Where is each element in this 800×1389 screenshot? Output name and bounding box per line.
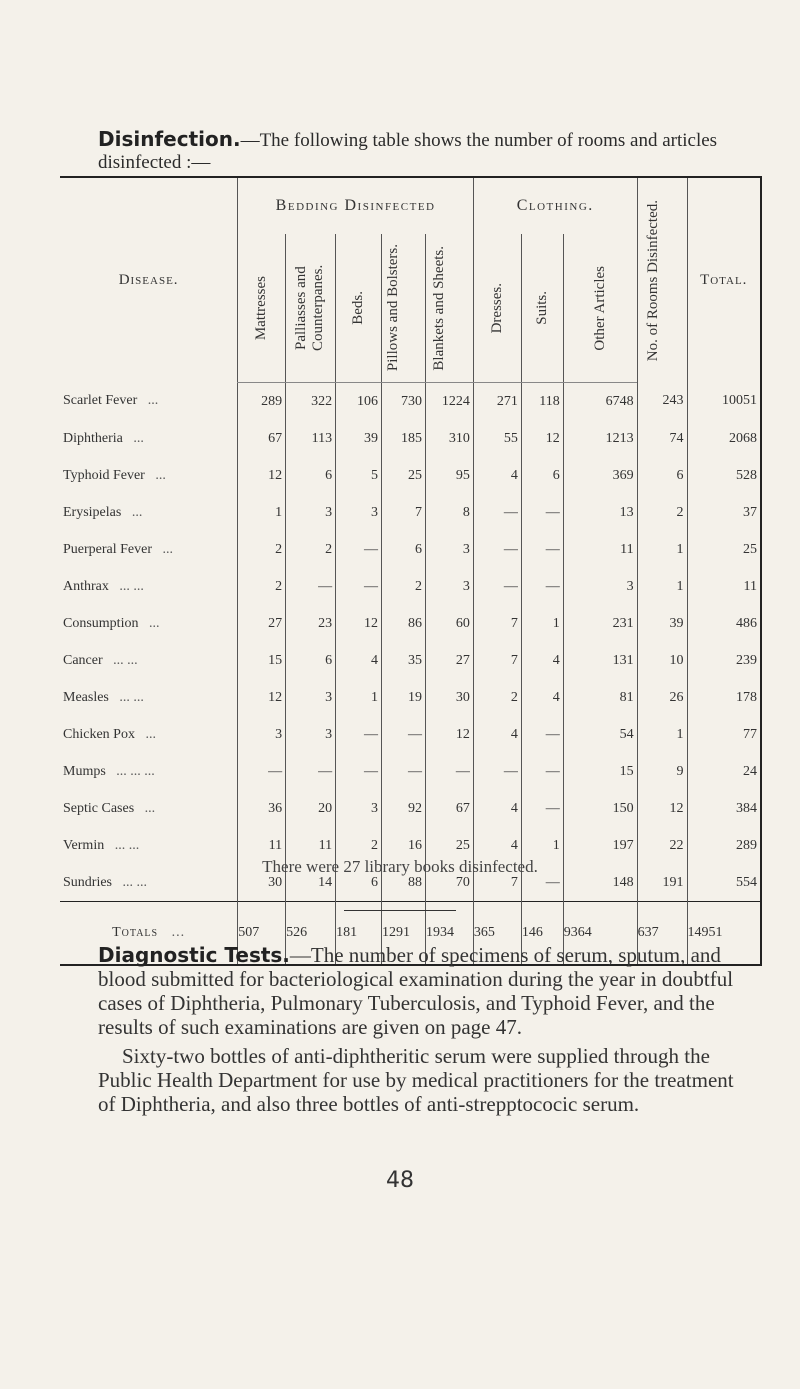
value-cell: 1	[637, 531, 687, 568]
value-cell: —	[521, 568, 563, 605]
value-cell: 4	[521, 679, 563, 716]
row-total-cell: 554	[687, 864, 761, 902]
disease-name: Mumps	[63, 763, 106, 779]
value-cell: 30	[238, 864, 286, 902]
value-cell: 197	[563, 827, 637, 864]
value-cell: 81	[563, 679, 637, 716]
value-cell: 1	[637, 716, 687, 753]
disease-name: Cancer	[63, 652, 103, 668]
value-cell: 27	[425, 642, 473, 679]
table-row	[60, 679, 761, 716]
column-header-cell	[563, 234, 637, 383]
value-cell: 6748	[563, 383, 637, 421]
value-cell: 13	[563, 494, 637, 531]
value-cell: 146	[521, 902, 563, 966]
value-cell: 3	[286, 679, 336, 716]
page-number: 48	[386, 1168, 414, 1193]
value-cell: 1	[521, 605, 563, 642]
value-cell: 507	[238, 902, 286, 966]
value-cell: 3	[286, 716, 336, 753]
value-cell: 54	[563, 716, 637, 753]
value-cell: 6	[637, 457, 687, 494]
leader-dots: ... ...	[113, 652, 138, 668]
column-header-cell	[382, 234, 426, 383]
value-cell: 3	[425, 531, 473, 568]
value-cell: —	[521, 531, 563, 568]
value-cell: 70	[425, 864, 473, 902]
value-cell: 67	[238, 420, 286, 457]
value-cell: 3	[286, 494, 336, 531]
value-cell: —	[286, 753, 336, 790]
section-divider	[344, 910, 456, 911]
leader-dots: ...	[133, 430, 144, 446]
value-cell: 11	[286, 827, 336, 864]
value-cell: 5	[336, 457, 382, 494]
value-cell: 310	[425, 420, 473, 457]
value-cell: 369	[563, 457, 637, 494]
table-row	[60, 420, 761, 457]
value-cell: 6	[336, 864, 382, 902]
row-total-cell: 11	[687, 568, 761, 605]
value-cell: 2	[238, 568, 286, 605]
disease-name: Puerperal Fever	[63, 541, 153, 557]
leader-dots: ...	[144, 800, 156, 816]
value-cell: 92	[382, 790, 426, 827]
disease-name-cell	[60, 679, 238, 716]
table-row	[60, 753, 761, 790]
disease-name: Sundries	[63, 874, 112, 890]
value-cell: 9364	[563, 902, 637, 966]
column-header-other-articles: Other Articles	[591, 265, 608, 351]
disease-name-cell	[60, 716, 238, 753]
table-row	[60, 531, 761, 568]
leader-dots: ... ...	[114, 837, 140, 853]
value-cell: 20	[286, 790, 336, 827]
value-cell: 322	[286, 383, 336, 421]
table-row	[60, 383, 761, 421]
value-cell: 181	[336, 902, 382, 966]
value-cell: —	[286, 568, 336, 605]
table-row	[60, 494, 761, 531]
column-header-cell	[238, 234, 286, 383]
disease-header: Disease.	[118, 271, 179, 288]
value-cell: 243	[637, 383, 687, 421]
value-cell: 15	[238, 642, 286, 679]
value-cell: 4	[336, 642, 382, 679]
row-total-cell: 10051	[687, 383, 761, 421]
disease-name-cell	[60, 642, 238, 679]
value-cell: 2	[637, 494, 687, 531]
row-total-cell: 178	[687, 679, 761, 716]
column-header-cell	[473, 234, 521, 383]
table-row	[60, 457, 761, 494]
diagnostic-tests-paragraph	[98, 943, 734, 1039]
serum-paragraph: Sixty-two bottles of anti-diphtheritic serum were supplied through the Public Health Department for use by medical practitioners for the treatment of Diphtheria, and also three bottles of anti-strepptococic serum.	[98, 1044, 734, 1116]
value-cell: 6	[286, 642, 336, 679]
value-cell: 55	[473, 420, 521, 457]
row-total-cell: 24	[687, 753, 761, 790]
leader-dots: ...	[131, 504, 143, 520]
value-cell: 25	[425, 827, 473, 864]
value-cell: —	[521, 494, 563, 531]
value-cell: 1934	[425, 902, 473, 966]
disinfection-heading: Disinfection.	[98, 127, 241, 151]
disease-name: Diphtheria	[63, 430, 123, 446]
table-row	[60, 642, 761, 679]
column-header-suits: Suits.	[533, 291, 550, 325]
value-cell: 131	[563, 642, 637, 679]
disease-name-cell	[60, 753, 238, 790]
value-cell: —	[336, 716, 382, 753]
value-cell: 15	[563, 753, 637, 790]
value-cell: 1	[336, 679, 382, 716]
column-header-mattresses: Mattresses	[253, 275, 270, 341]
disease-name: Anthrax	[63, 578, 109, 594]
value-cell: 12	[425, 716, 473, 753]
value-cell: 1224	[425, 383, 473, 421]
disease-name: Erysipelas	[63, 504, 122, 520]
disinfection-table	[60, 176, 762, 966]
value-cell: —	[382, 753, 426, 790]
leader-dots: ... ... ...	[116, 763, 155, 779]
value-cell: 16	[382, 827, 426, 864]
value-cell: 2	[286, 531, 336, 568]
rooms-header-cell	[637, 177, 687, 383]
value-cell: 26	[637, 679, 687, 716]
value-cell: 6	[521, 457, 563, 494]
value-cell: —	[473, 531, 521, 568]
leader-dots: ...	[145, 726, 156, 742]
value-cell: 12	[521, 420, 563, 457]
column-header-pillows: Pillows and Bolsters.	[385, 244, 402, 372]
library-books-note: There were 27 library books disinfected.	[262, 857, 538, 876]
table-row	[60, 605, 761, 642]
row-total-cell: 486	[687, 605, 761, 642]
value-cell: 6	[382, 531, 426, 568]
value-cell: 289	[238, 383, 286, 421]
value-cell: 11	[563, 531, 637, 568]
value-cell: 30	[425, 679, 473, 716]
row-total-cell: 37	[687, 494, 761, 531]
disease-name-cell	[60, 568, 238, 605]
value-cell: 74	[637, 420, 687, 457]
column-header-cell	[425, 234, 473, 383]
value-cell: 7	[473, 605, 521, 642]
leader-dots: ...	[155, 467, 166, 483]
column-header-cell	[521, 234, 563, 383]
value-cell: 526	[286, 902, 336, 966]
disinfection-intro	[98, 128, 738, 174]
value-cell: 1	[637, 568, 687, 605]
value-cell: 3	[336, 494, 382, 531]
value-cell: 19	[382, 679, 426, 716]
value-cell: —	[336, 568, 382, 605]
value-cell: 36	[238, 790, 286, 827]
value-cell: 2	[336, 827, 382, 864]
value-cell: 4	[473, 716, 521, 753]
value-cell: 8	[425, 494, 473, 531]
column-header-cell	[336, 234, 382, 383]
disease-name: Typhoid Fever	[63, 467, 145, 483]
diagnostic-text: —The number of specimens of serum, sputum, and blood submitted for bacteriological examination during the year in doubtful cases of Diphtheria, Pulmonary Tuberculosis, and Typhoid Fever, and the results of such examinations are given on page 47.	[98, 943, 734, 1039]
row-total-cell: 289	[687, 827, 761, 864]
value-cell: —	[382, 716, 426, 753]
disease-name: Chicken Pox	[63, 726, 135, 742]
leader-dots: ... ...	[119, 689, 144, 705]
value-cell: 60	[425, 605, 473, 642]
value-cell: 4	[473, 790, 521, 827]
value-cell: —	[425, 753, 473, 790]
disease-name: Totals	[112, 925, 159, 940]
value-cell: 271	[473, 383, 521, 421]
row-total-cell: 239	[687, 642, 761, 679]
value-cell: 14	[286, 864, 336, 902]
value-cell: 1	[238, 494, 286, 531]
value-cell: 148	[563, 864, 637, 902]
disease-name: Measles	[63, 689, 109, 705]
value-cell: 88	[382, 864, 426, 902]
disease-name: Septic Cases	[63, 800, 135, 816]
disease-name: Consumption	[63, 615, 139, 631]
column-header-beds: Beds.	[350, 291, 367, 325]
disease-name: Vermin	[63, 837, 105, 853]
value-cell: 11	[238, 827, 286, 864]
table-row	[60, 568, 761, 605]
value-cell: 12	[637, 790, 687, 827]
column-header-blankets: Blankets and Sheets.	[431, 245, 448, 371]
value-cell: —	[473, 568, 521, 605]
row-total-cell: 2068	[687, 420, 761, 457]
column-header-rooms: No. of Rooms Disinfected.	[645, 199, 662, 361]
value-cell: 730	[382, 383, 426, 421]
table-row	[60, 716, 761, 753]
value-cell: 637	[637, 902, 687, 966]
row-total-cell: 25	[687, 531, 761, 568]
value-cell: 365	[473, 902, 521, 966]
value-cell: 150	[563, 790, 637, 827]
value-cell: 12	[238, 679, 286, 716]
value-cell: 1291	[382, 902, 426, 966]
value-cell: 12	[238, 457, 286, 494]
value-cell: 39	[637, 605, 687, 642]
value-cell: 4	[473, 457, 521, 494]
value-cell: 6	[286, 457, 336, 494]
row-total-cell: 14951	[687, 902, 761, 966]
row-total-cell: 528	[687, 457, 761, 494]
bedding-group-header: Bedding Disinfected	[238, 177, 474, 234]
value-cell: 1	[521, 827, 563, 864]
value-cell: 27	[238, 605, 286, 642]
value-cell: 3	[563, 568, 637, 605]
leader-dots: ...	[148, 615, 160, 631]
value-cell: —	[521, 753, 563, 790]
value-cell: 191	[637, 864, 687, 902]
value-cell: 7	[473, 864, 521, 902]
disease-name-cell	[60, 605, 238, 642]
value-cell: 231	[563, 605, 637, 642]
value-cell: —	[521, 790, 563, 827]
value-cell: 4	[473, 827, 521, 864]
value-cell: 22	[637, 827, 687, 864]
table-body	[60, 383, 761, 966]
disinfection-intro-text: —The following table shows the number of rooms and articles disinfected :—	[98, 130, 718, 173]
value-cell: 67	[425, 790, 473, 827]
value-cell: 3	[425, 568, 473, 605]
leader-dots: ... ...	[119, 578, 144, 594]
value-cell: 3	[238, 716, 286, 753]
column-header-dresses: Dresses.	[488, 282, 505, 334]
leader-dots: ... ...	[122, 874, 147, 890]
value-cell: —	[521, 864, 563, 902]
value-cell: 25	[382, 457, 426, 494]
disease-name-cell	[60, 383, 238, 421]
value-cell: 23	[286, 605, 336, 642]
column-header-cell	[286, 234, 336, 383]
disease-name-cell	[60, 531, 238, 568]
value-cell: 4	[521, 642, 563, 679]
value-cell: 35	[382, 642, 426, 679]
value-cell: 118	[521, 383, 563, 421]
value-cell: 113	[286, 420, 336, 457]
value-cell: —	[473, 753, 521, 790]
value-cell: 9	[637, 753, 687, 790]
total-header: Total.	[687, 177, 761, 383]
leader-dots: ...	[147, 393, 159, 409]
value-cell: 7	[382, 494, 426, 531]
disease-name-cell	[60, 420, 238, 457]
leader-dots: ...	[171, 925, 186, 940]
value-cell: 12	[336, 605, 382, 642]
value-cell: 2	[473, 679, 521, 716]
diagnostic-heading: Diagnostic Tests.	[98, 943, 290, 967]
value-cell: 3	[336, 790, 382, 827]
value-cell: 1213	[563, 420, 637, 457]
row-total-cell: 77	[687, 716, 761, 753]
value-cell: 10	[637, 642, 687, 679]
clothing-group-header: Clothing.	[473, 177, 637, 234]
value-cell: 106	[336, 383, 382, 421]
disease-name: Scarlet Fever	[63, 393, 138, 409]
value-cell: —	[336, 753, 382, 790]
value-cell: 185	[382, 420, 426, 457]
row-total-cell: 384	[687, 790, 761, 827]
value-cell: 7	[473, 642, 521, 679]
value-cell: 2	[238, 531, 286, 568]
value-cell: 86	[382, 605, 426, 642]
disease-name-cell	[60, 790, 238, 827]
disease-name-cell	[60, 457, 238, 494]
leader-dots: ...	[162, 541, 174, 557]
value-cell: —	[336, 531, 382, 568]
value-cell: 95	[425, 457, 473, 494]
value-cell: —	[238, 753, 286, 790]
value-cell: 2	[382, 568, 426, 605]
value-cell: —	[473, 494, 521, 531]
disease-name-cell	[60, 494, 238, 531]
table-row	[60, 790, 761, 827]
column-header-palliasses: Palliasses and Counterpanes.	[292, 264, 326, 352]
value-cell: 39	[336, 420, 382, 457]
value-cell: —	[521, 716, 563, 753]
